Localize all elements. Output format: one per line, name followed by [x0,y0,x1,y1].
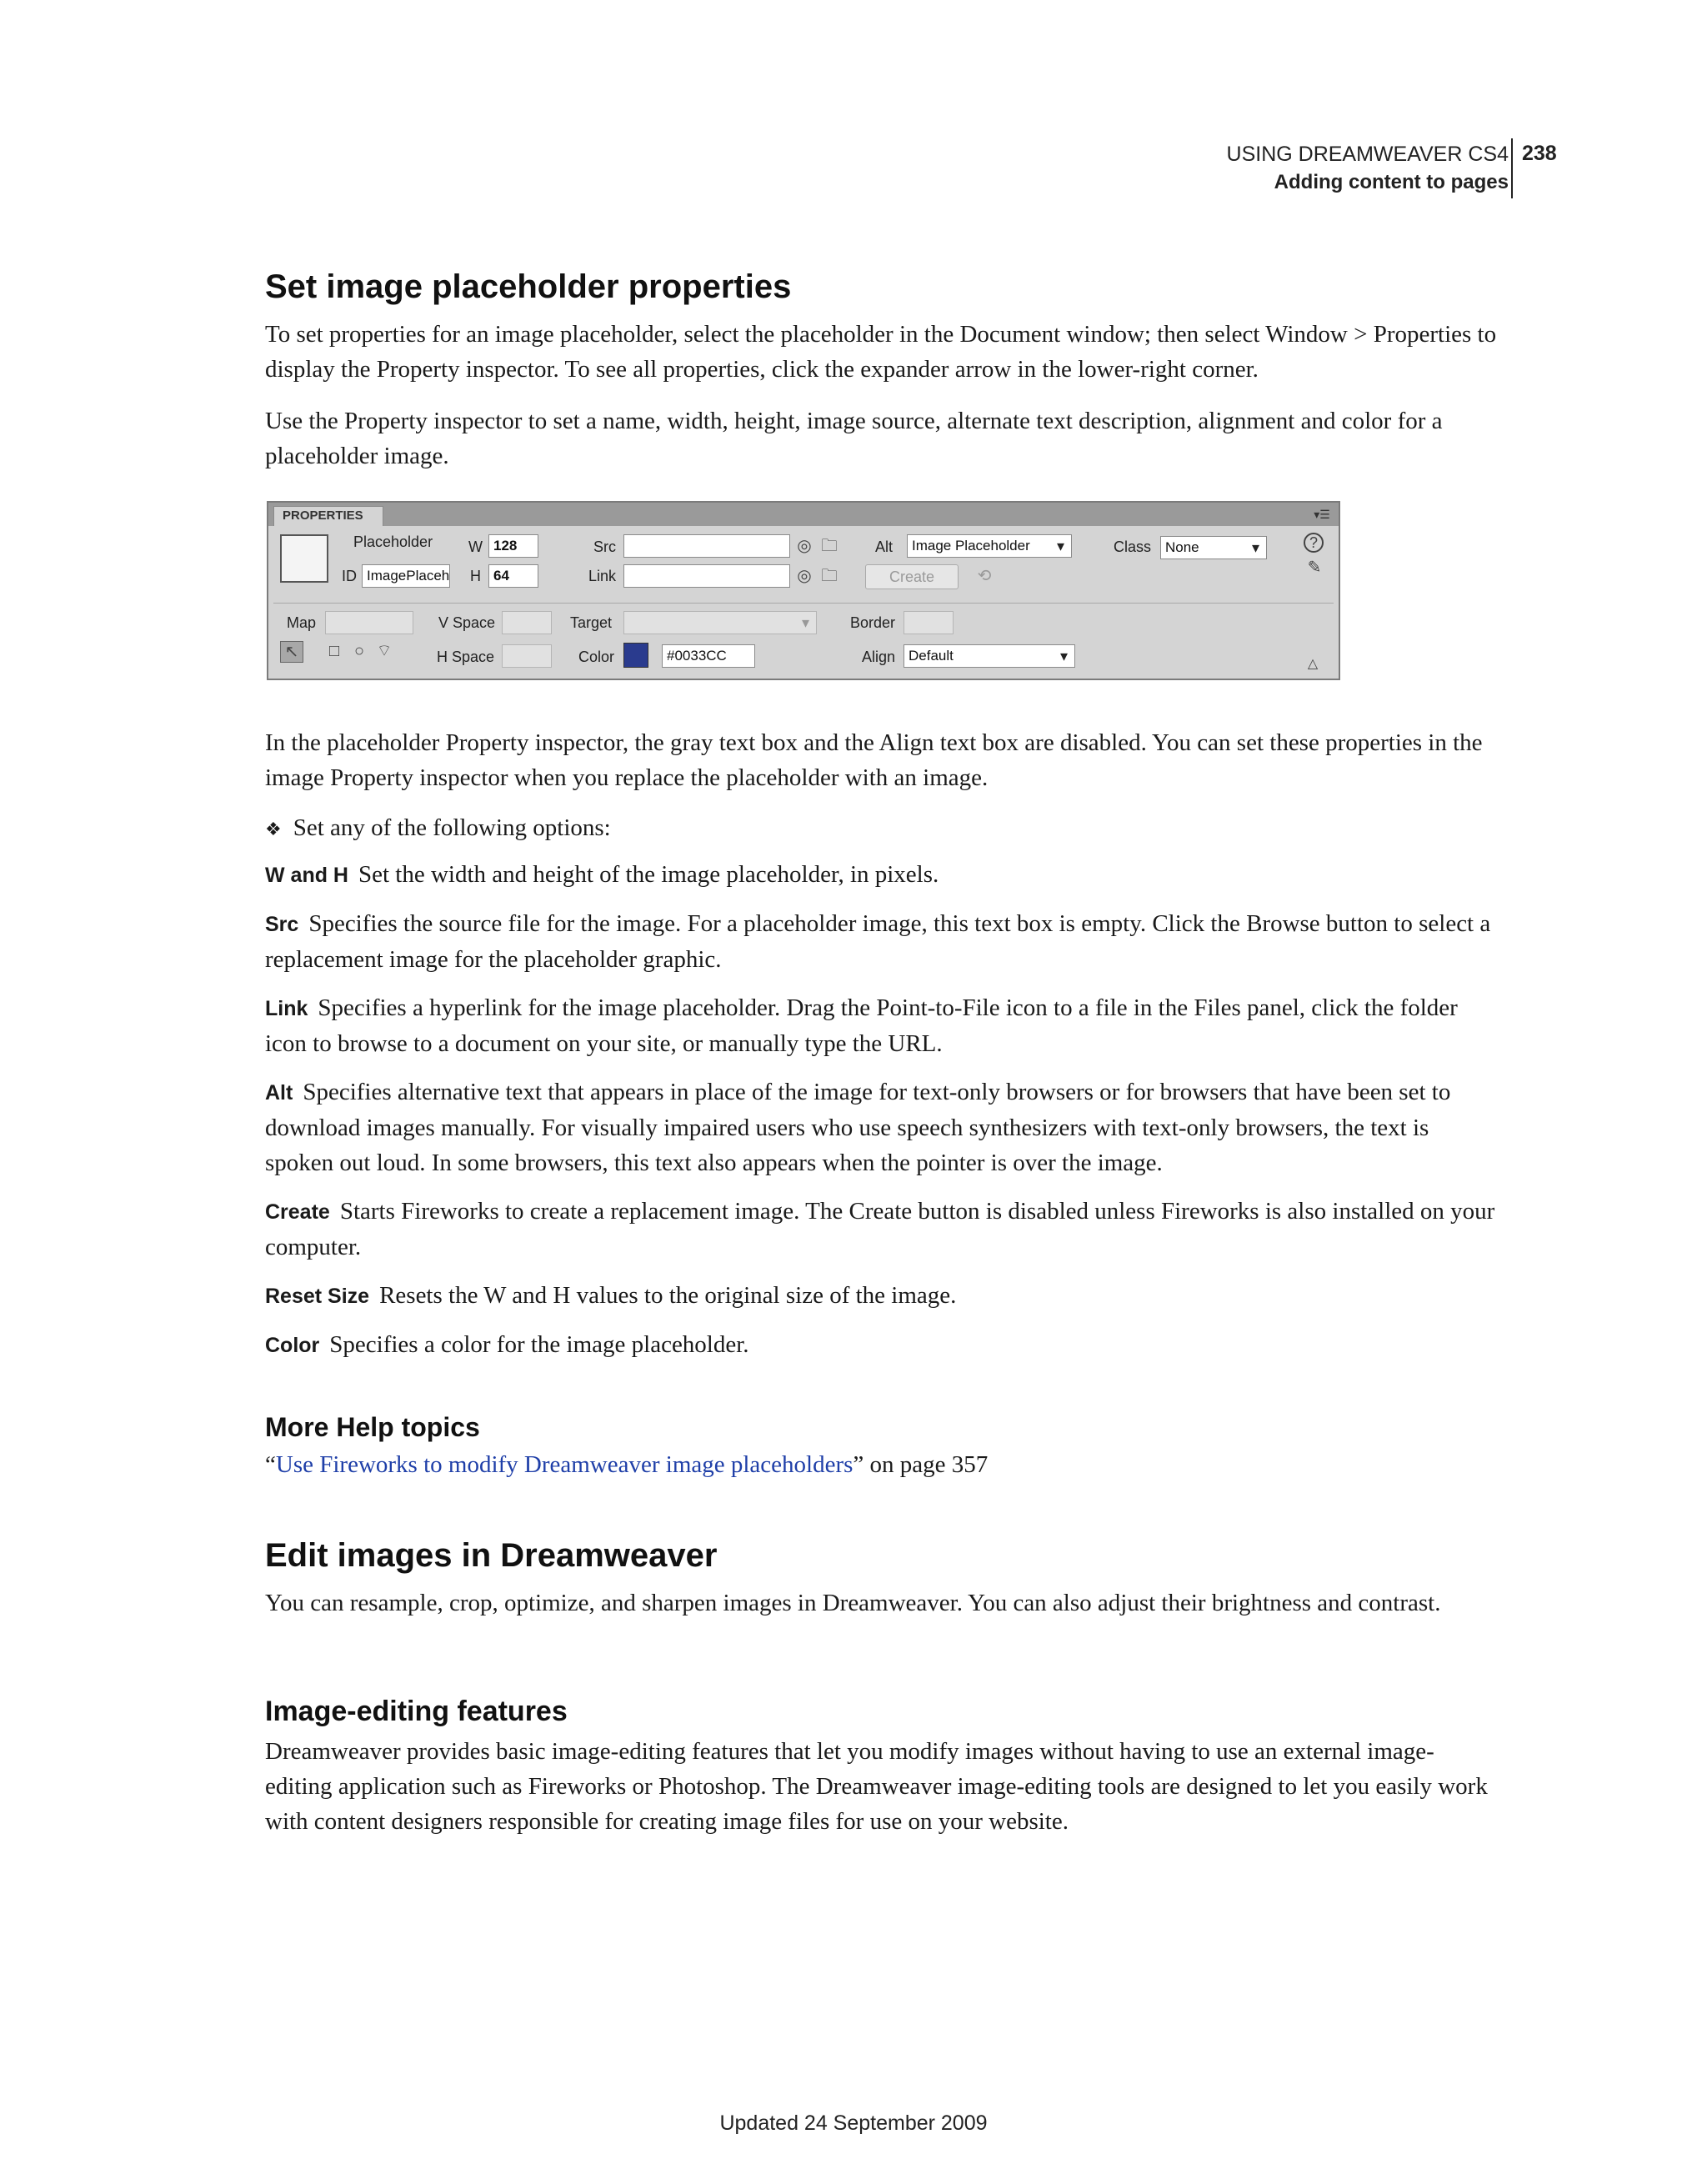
section-image-editing-features [265,1692,1500,1839]
section-heading: Set image placeholder properties [265,268,792,305]
header-divider [1511,138,1513,198]
placeholder-thumbnail-icon [280,534,328,583]
step-bullet-icon: ❖ [265,819,282,839]
image-editing-paragraph: Dreamweaver provides basic image-editing features that let you modify images without having to use an external image-editing application such as Fireworks or Photoshop. The Dreamweaver image-editing tools are designed to let you easily work with content designers responsible for creating image files for use on your website. [265,1738,1488,1835]
book-title: USING DREAMWEAVER CS4 [1226,143,1509,166]
vspace-input[interactable] [502,611,552,634]
more-help-item [265,1447,1500,1482]
placeholder-label: Placeholder [353,533,433,550]
pointer-hotspot-icon[interactable]: ↖ [280,641,303,663]
align-select[interactable]: Default ▾ [904,644,1075,668]
height-input[interactable]: 64 [488,564,538,588]
reset-size-icon[interactable]: ⟲ [977,567,992,585]
alt-input[interactable]: Image Placeholder ▾ [907,534,1072,558]
image-editing-heading: Image-editing features [265,1696,568,1727]
map-label: Map [287,614,317,631]
usage-paragraph: Use the Property inspector to set a name, width, height, image source, alternate text description, alignment and color for a placeholder image. [265,408,1443,469]
target-label: Target [570,614,613,631]
option-reset-size [265,1278,1500,1314]
alt-label: Alt [875,538,894,555]
polygon-hotspot-icon[interactable]: ⌔ [376,642,393,660]
help-icon[interactable]: ? [1304,533,1324,553]
option-description: Specifies alternative text that appears in place of the image for text-only browsers or for browsers that have been set to download images manually. For visually impaired users who use speech synthesizers with text-only browsers, the text is spoken out loud. In some browsers, this text also appears when the pointer is over the image. [265,1079,1451,1176]
src-input[interactable] [623,534,790,558]
point-to-file-icon[interactable]: ◎ [797,537,812,555]
fireworks-help-link[interactable]: Use Fireworks to modify Dreamweaver image placeholders [275,1451,854,1478]
option-w-and-h [265,857,1500,893]
page-reference: ” on page 357 [853,1451,989,1478]
edit-images-heading: Edit images in Dreamweaver [265,1537,718,1574]
link-folder-icon[interactable]: 🗀 [821,567,838,585]
section-placeholder-properties [265,265,1500,473]
section-edit-images [265,1534,1500,1620]
align-label: Align [862,649,896,665]
option-description: Specifies a hyperlink for the image placeholder. Drag the Point-to-File icon to a file in the Files panel, click the folder icon to browse to a document on your site, or manually type the URL. [265,994,1458,1057]
w-label: W [468,538,483,555]
panel-divider [273,603,1334,604]
vspace-label: V Space [438,614,496,631]
create-button[interactable]: Create [865,564,959,589]
expander-arrow-icon[interactable]: △ [1307,657,1319,671]
border-label: Border [850,614,896,631]
running-header [1227,140,1509,197]
option-alt [265,1074,1500,1180]
more-help-section [265,1409,1500,1482]
link-label: Link [588,568,617,584]
page-footer: Updated 24 September 2009 [719,2111,988,2135]
option-term: Reset Size [265,1285,370,1308]
option-src [265,906,1500,977]
intro-paragraph: To set properties for an image placeholder, select the placeholder in the Document window; then select Window > Properties to display the Property inspector. To see all properties, click the expander arrow in the lower-right corner. [265,321,1497,383]
border-input[interactable] [904,611,954,634]
option-term: Link [265,997,308,1020]
options-section [265,725,1500,1363]
option-create [265,1194,1500,1265]
color-label: Color [578,649,615,665]
hspace-input[interactable] [502,644,552,668]
folder-icon[interactable]: 🗀 [821,537,838,555]
target-select[interactable] [623,611,817,634]
option-term: Src [265,913,299,936]
option-term: Color [265,1334,320,1357]
link-point-to-file-icon[interactable]: ◎ [797,567,812,585]
option-description: Specifies a color for the image placeholder. [329,1331,749,1358]
option-description: Set the width and height of the image placeholder, in pixels. [358,861,939,888]
link-input[interactable] [623,564,790,588]
circle-hotspot-icon[interactable]: ○ [353,642,365,660]
option-term: W and H [265,864,348,887]
class-select[interactable]: None ▾ [1160,536,1267,559]
option-description: Resets the W and H values to the original size of the image. [379,1282,957,1309]
color-swatch[interactable] [623,643,648,668]
option-link [265,990,1500,1061]
chapter-title: Adding content to pages [1274,171,1509,193]
step-line [265,810,1500,847]
more-help-heading: More Help topics [265,1412,480,1442]
open-quote: “ [265,1451,276,1478]
width-input[interactable]: 128 [488,534,538,558]
src-label: Src [593,538,616,555]
option-description: Specifies the source file for the image. For a placeholder image, this text box is empty. Click the Browse button to select a replacement image for the placeholder graphic. [265,910,1491,973]
rect-hotspot-icon[interactable]: □ [328,642,340,660]
class-label: Class [1114,538,1152,555]
id-label: ID [342,568,357,584]
properties-tab[interactable]: PROPERTIES [273,506,383,526]
option-term: Alt [265,1081,293,1105]
hspace-label: H Space [437,649,495,665]
panel-menu-icon[interactable]: ▾☰ [1314,508,1330,521]
id-input[interactable]: ImagePlaceh [362,564,450,588]
option-color [265,1327,1500,1363]
property-inspector [267,501,1340,680]
panel-titlebar [268,503,1339,526]
edit-images-paragraph: You can resample, crop, optimize, and sharpen images in Dreamweaver. You can also adjust their brightness and contrast. [265,1590,1441,1616]
edit-icon[interactable]: ✎ [1307,559,1322,577]
color-input[interactable]: #0033CC [662,644,755,668]
page-number: 238 [1522,142,1557,165]
step-text: Set any of the following options: [293,814,611,841]
option-term: Create [265,1200,330,1224]
disabled-note: In the placeholder Property inspector, the gray text box and the Align text box are disabled. You can set these properties in the image Property inspector when you replace the placeholder with an image. [265,729,1483,791]
map-input[interactable] [325,611,413,634]
h-label: H [470,568,481,584]
option-description: Starts Fireworks to create a replacement image. The Create button is disabled unless Fireworks is also installed on your computer. [265,1198,1495,1260]
